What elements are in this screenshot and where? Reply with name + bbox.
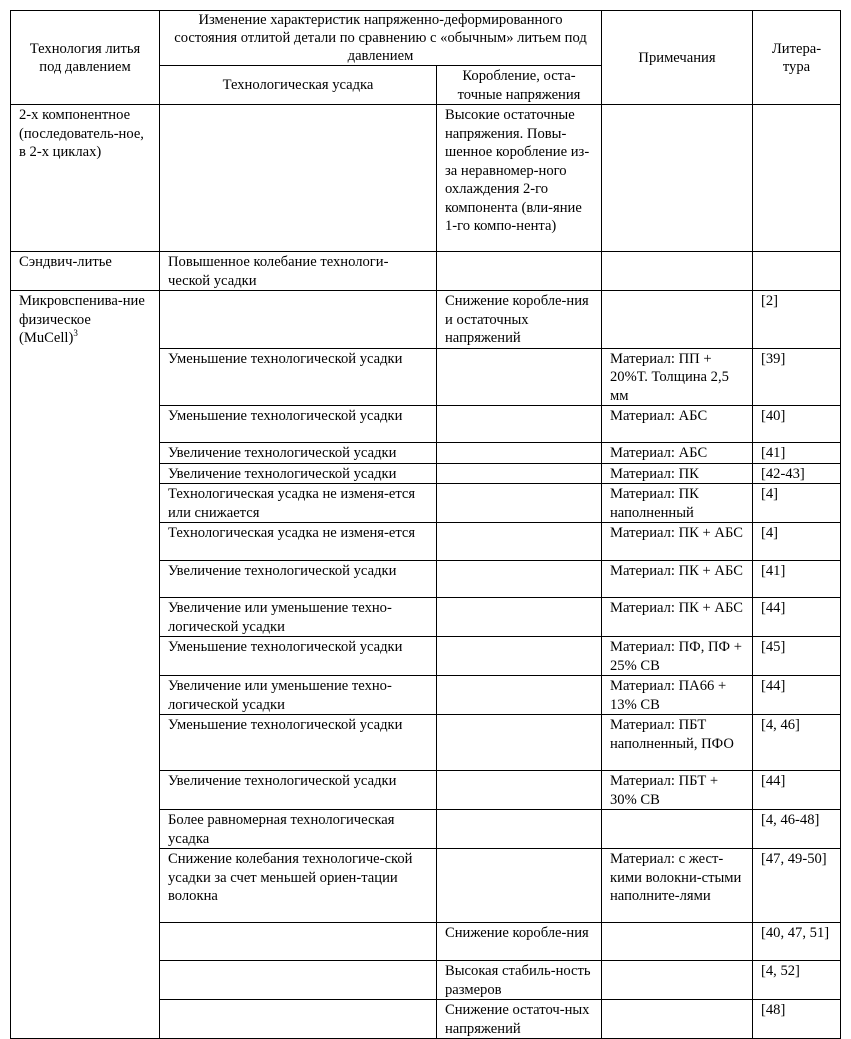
notes-cell bbox=[602, 961, 753, 1000]
notes-cell bbox=[602, 1000, 753, 1039]
literature-cell: [45] bbox=[753, 637, 841, 676]
shrinkage-cell bbox=[160, 105, 437, 252]
technology-comparison-table bbox=[10, 10, 841, 1039]
shrinkage-cell: Уменьшение технологической усадки bbox=[160, 637, 437, 676]
header-warpage: Коробление, оста-точные напряжения bbox=[437, 66, 602, 105]
warpage-cell bbox=[437, 443, 602, 464]
notes-cell: Материал: ПБТ + 30% СВ bbox=[602, 771, 753, 810]
warpage-cell bbox=[437, 715, 602, 771]
warpage-cell bbox=[437, 810, 602, 849]
notes-cell: Материал: ПК + АБС bbox=[602, 561, 753, 598]
footnote-marker: 3 bbox=[73, 328, 78, 339]
shrinkage-cell: Увеличение или уменьшение техно-логической усадки bbox=[160, 598, 437, 637]
notes-cell: Материал: с жест-кими волокни-стыми наполните-лями bbox=[602, 849, 753, 923]
literature-cell: [4] bbox=[753, 523, 841, 561]
tech-cell-mucell bbox=[11, 291, 160, 1039]
shrinkage-cell bbox=[160, 923, 437, 961]
warpage-cell bbox=[437, 523, 602, 561]
shrinkage-cell: Увеличение или уменьшение техно-логической усадки bbox=[160, 676, 437, 715]
notes-cell: Материал: ПК наполненный bbox=[602, 484, 753, 523]
warpage-cell: Снижение остаточ-ных напряжений bbox=[437, 1000, 602, 1039]
notes-cell: Материал: ПК + АБС bbox=[602, 598, 753, 637]
notes-cell bbox=[602, 291, 753, 349]
notes-cell: Материал: ПА66 + 13% СВ bbox=[602, 676, 753, 715]
warpage-cell bbox=[437, 252, 602, 291]
header-shrinkage: Технологическая усадка bbox=[160, 66, 437, 105]
notes-cell: Материал: ПП + 20%Т. Толщина 2,5 мм bbox=[602, 348, 753, 406]
notes-cell bbox=[602, 252, 753, 291]
literature-cell: [41] bbox=[753, 561, 841, 598]
notes-cell: Материал: ПБТ наполненный, ПФО bbox=[602, 715, 753, 771]
warpage-cell: Высокая стабиль-ность размеров bbox=[437, 961, 602, 1000]
warpage-cell: Высокие остаточные напряжения. Повы-шенное коробление из-за неравномер-ного охлаждения 2-го компонента (вли-яние 1-го компо-нента) bbox=[437, 105, 602, 252]
notes-cell bbox=[602, 923, 753, 961]
literature-cell: [42-43] bbox=[753, 463, 841, 484]
shrinkage-cell: Увеличение технологической усадки bbox=[160, 443, 437, 464]
shrinkage-cell: Более равномерная технологическая усадка bbox=[160, 810, 437, 849]
warpage-cell bbox=[437, 348, 602, 406]
shrinkage-cell: Увеличение технологической усадки bbox=[160, 463, 437, 484]
shrinkage-cell: Уменьшение технологической усадки bbox=[160, 715, 437, 771]
tech-label-mucell: Микровспенива-ние физическое (MuCell) bbox=[19, 293, 145, 346]
notes-cell bbox=[602, 810, 753, 849]
warpage-cell bbox=[437, 849, 602, 923]
warpage-cell bbox=[437, 561, 602, 598]
literature-cell: [40] bbox=[753, 406, 841, 443]
literature-cell: [4, 46] bbox=[753, 715, 841, 771]
warpage-cell bbox=[437, 406, 602, 443]
warpage-cell: Снижение коробле-ния bbox=[437, 923, 602, 961]
shrinkage-cell bbox=[160, 961, 437, 1000]
literature-cell bbox=[753, 105, 841, 252]
warpage-cell bbox=[437, 771, 602, 810]
literature-cell bbox=[753, 252, 841, 291]
shrinkage-cell bbox=[160, 291, 437, 349]
literature-cell: [44] bbox=[753, 598, 841, 637]
shrinkage-cell: Снижение колебания технологиче-ской усадки за счет меньшей ориен-тации волокна bbox=[160, 849, 437, 923]
literature-cell: [4, 46-48] bbox=[753, 810, 841, 849]
notes-cell: Материал: ПК + АБС bbox=[602, 523, 753, 561]
warpage-cell bbox=[437, 598, 602, 637]
header-change-group: Изменение характеристик напряженно-деформированного состояния отлитой детали по сравнению с «обычным» литьем под давлением bbox=[160, 11, 602, 66]
warpage-cell bbox=[437, 676, 602, 715]
shrinkage-cell: Повышенное колебание технологи-ческой усадки bbox=[160, 252, 437, 291]
literature-cell: [44] bbox=[753, 771, 841, 810]
header-literature: Литера-тура bbox=[753, 11, 841, 105]
literature-cell: [4] bbox=[753, 484, 841, 523]
literature-cell: [39] bbox=[753, 348, 841, 406]
notes-cell: Материал: ПФ, ПФ + 25% СВ bbox=[602, 637, 753, 676]
shrinkage-cell: Уменьшение технологической усадки bbox=[160, 348, 437, 406]
warpage-cell: Снижение коробле-ния и остаточных напряжений bbox=[437, 291, 602, 349]
literature-cell: [41] bbox=[753, 443, 841, 464]
literature-cell: [40, 47, 51] bbox=[753, 923, 841, 961]
literature-cell: [48] bbox=[753, 1000, 841, 1039]
shrinkage-cell: Технологическая усадка не изменя-ется bbox=[160, 523, 437, 561]
tech-cell-sandwich: Сэндвич-литье bbox=[11, 252, 160, 291]
notes-cell bbox=[602, 105, 753, 252]
tech-cell-two-component: 2-х компонентное (последователь-ное, в 2-х циклах) bbox=[11, 105, 160, 252]
warpage-cell bbox=[437, 463, 602, 484]
literature-cell: [2] bbox=[753, 291, 841, 349]
notes-cell: Материал: АБС bbox=[602, 443, 753, 464]
notes-cell: Материал: ПК bbox=[602, 463, 753, 484]
literature-cell: [44] bbox=[753, 676, 841, 715]
warpage-cell bbox=[437, 484, 602, 523]
literature-cell: [4, 52] bbox=[753, 961, 841, 1000]
shrinkage-cell: Технологическая усадка не изменя-ется или снижается bbox=[160, 484, 437, 523]
header-notes: Примечания bbox=[602, 11, 753, 105]
shrinkage-cell bbox=[160, 1000, 437, 1039]
shrinkage-cell: Увеличение технологической усадки bbox=[160, 561, 437, 598]
shrinkage-cell: Увеличение технологической усадки bbox=[160, 771, 437, 810]
warpage-cell bbox=[437, 637, 602, 676]
literature-cell: [47, 49-50] bbox=[753, 849, 841, 923]
header-technology: Технология литья под давлением bbox=[11, 11, 160, 105]
shrinkage-cell: Уменьшение технологической усадки bbox=[160, 406, 437, 443]
notes-cell: Материал: АБС bbox=[602, 406, 753, 443]
